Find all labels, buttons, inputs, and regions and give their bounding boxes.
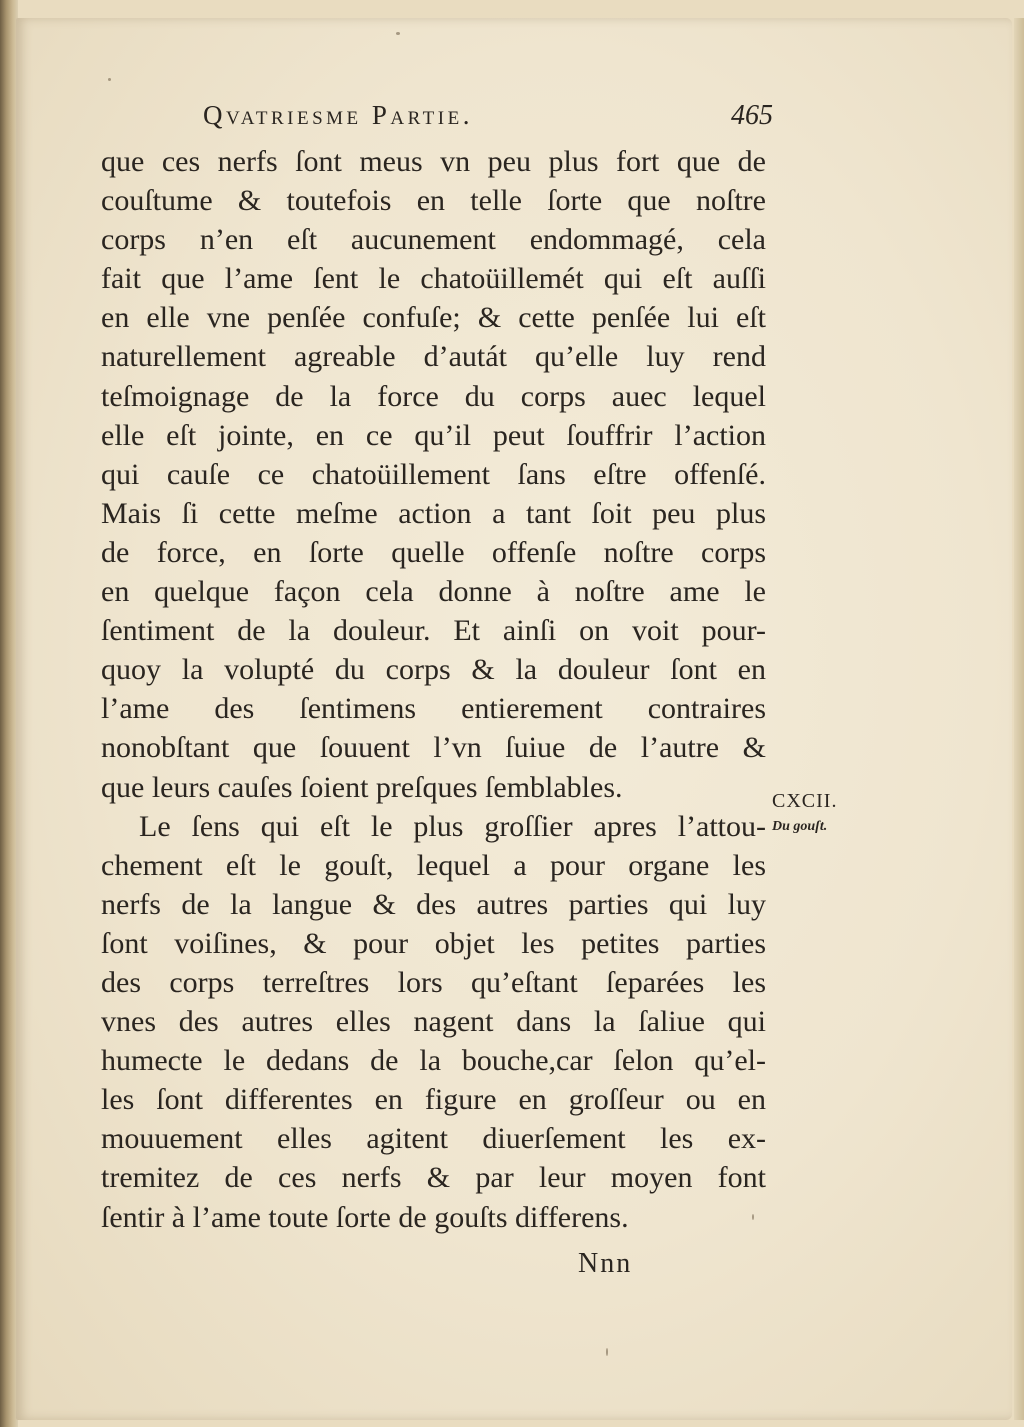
text-line: que ces nerfs ſont meus vn peu plus fort que de [101, 145, 766, 178]
signature-mark: Nnn [578, 1248, 633, 1279]
text-line: nerfs de la langue & des autres parties qui luy [101, 887, 766, 921]
text-line: teſmoignage de la force du corps auec lequel [101, 379, 766, 413]
article-topic: Du gouſt. [772, 819, 828, 834]
body-text [101, 142, 766, 1237]
text-line: couſtume & toutefois en telle ſorte que noſtre [101, 184, 766, 218]
running-header [203, 100, 783, 144]
text-line: mouuement elles agitent diuerſement les ex- [101, 1122, 766, 1156]
text-line: en quelque façon cela donne à noſtre ame le [101, 575, 766, 609]
paper-fleck [396, 32, 400, 35]
text-line: les ſont differentes en figure en groſſeur ou en [101, 1083, 766, 1117]
text-line: en elle vne penſée confuſe; & cette penſée lui eſt [101, 301, 766, 335]
text-line: naturellement agreable d’autát qu’elle luy rend [101, 340, 766, 374]
text-line: vnes des autres elles nagent dans la ſaliue qui [101, 1005, 766, 1039]
text-line: l’ame des ſentimens entierement contraires [101, 692, 766, 726]
text-line: humecte le dedans de la bouche,car ſelon qu’el- [101, 1044, 766, 1078]
text-line: ſentiment de la douleur. Et ainſi on voit pour- [101, 614, 766, 648]
page-number: 465 [731, 100, 773, 131]
article-number: CXCII. [772, 790, 838, 812]
text-line: de force, en ſorte quelle offenſe noſtre corps [101, 535, 766, 569]
text-line: corps n’en eſt aucunement endommagé, cela [101, 223, 766, 257]
text-line: qui cauſe ce chatoüillement ſans eſtre offenſé. [101, 457, 766, 491]
text-line: quoy la volupté du corps & la douleur ſont en [101, 653, 766, 687]
margin-note [772, 790, 837, 835]
text-line: Mais ſi cette meſme action a tant ſoit peu plus [101, 496, 766, 530]
running-title: Qvatriesme Partie. [203, 100, 473, 130]
paper-fleck [108, 78, 111, 81]
text-line: que leurs cauſes ſoient preſques ſemblables. [101, 770, 623, 804]
text-line: Le ſens qui eſt le plus groſſier apres l’attou- [139, 809, 766, 843]
text-line: elle eſt jointe, en ce qu’il peut ſouffrir l’action [101, 418, 766, 452]
text-line: nonobſtant que ſouuent l’vn ſuiue de l’autre & [101, 731, 766, 765]
text-line: fait que l’ame ſent le chatoüillemét qui eſt auſſi [101, 262, 766, 296]
text-line: chement eſt le gouſt, lequel a pour organe les [101, 848, 766, 882]
paper-fleck [606, 1348, 608, 1356]
text-line: ſont voiſines, & pour objet les petites parties [101, 926, 766, 960]
text-line: des corps terreſtres lors qu’eſtant ſeparées les [101, 965, 766, 999]
page-edge [1014, 18, 1024, 1420]
text-line: ſentir à l’ame toute ſorte de gouſts differens. [101, 1200, 629, 1234]
text-line: tremitez de ces nerfs & par leur moyen font [101, 1161, 766, 1195]
